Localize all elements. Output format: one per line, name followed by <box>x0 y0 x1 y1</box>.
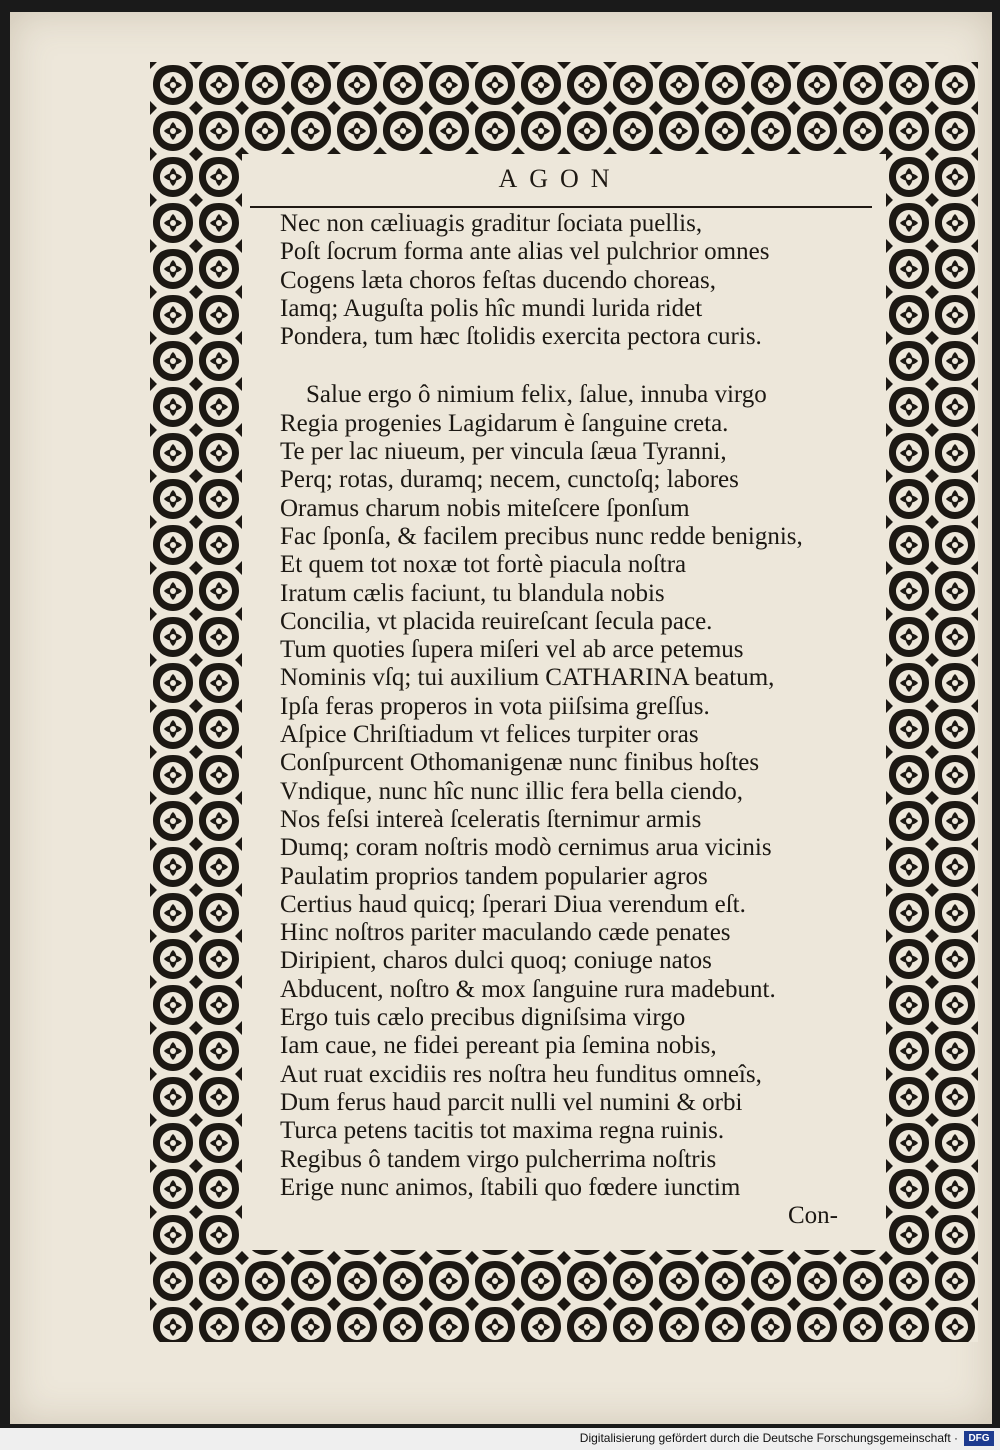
verse-line: Iamq; Auguſta polis hîc mundi lurida ridet <box>280 294 703 322</box>
verse-line: Nos feſsi intereà ſceleratis ſternimur armis <box>280 805 702 833</box>
verse-line: Et quem tot noxæ tot fortè piacula noſtra <box>280 551 687 579</box>
verse-line: Cogens læta choros feſtas ducendo choreas, <box>280 266 716 294</box>
verse-line: Certius haud quicq; ſperari Diua verendum eſt. <box>280 890 746 918</box>
verse-line: Salue ergo ô nimium felix, ſalue, innuba virgo <box>306 381 767 409</box>
verse-line: Concilia, vt placida reuireſcant ſecula pace. <box>280 607 713 635</box>
verse-line: Nominis vſq; tui auxilium CATHARINA beatum, <box>280 664 775 692</box>
verse-line: Pondera, tum hæc ſtolidis exercita pectora curis. <box>280 323 762 351</box>
verse-line: Ipſa feras properos in vota piiſsima greſſus. <box>280 692 710 720</box>
verse-line: Ergo tuis cælo precibus digniſsima virgo <box>280 1004 686 1032</box>
verse-line: Te per lac niueum, per vincula ſæua Tyranni, <box>280 438 727 466</box>
verse-line: Poſt ſocrum forma ante alias vel pulchrior omnes <box>280 238 770 266</box>
stanza-2 <box>280 381 860 1202</box>
running-header <box>250 164 870 204</box>
header-rule <box>250 206 872 208</box>
verse-line: Nec non cæliuagis graditur ſociata puellis, <box>280 210 703 237</box>
verse-line: Fac ſponſa, & facilem precibus nunc redde benignis, <box>280 522 803 550</box>
verse-line: Turca petens tacitis tot maxima regna ruinis. <box>280 1117 725 1145</box>
poem-text <box>280 210 860 1202</box>
digitization-footer <box>0 1428 1000 1450</box>
verse-line: Diripient, charos dulci quoq; coniuge natos <box>280 947 712 975</box>
verse-line: Paulatim proprios tandem popularier agros <box>280 862 708 890</box>
dfg-logo-icon: DFG <box>964 1431 994 1446</box>
verse-line: Iratum cælis faciunt, tu blandula nobis <box>280 579 665 607</box>
page-title: AGON <box>498 164 622 193</box>
verse-line: Iam caue, ne fidei pereant pia ſemina nobis, <box>280 1032 717 1060</box>
stanza-1 <box>280 210 860 351</box>
verse-line: Aſpice Chriſtiadum vt felices turpiter oras <box>280 721 699 749</box>
verse-line: Regia progenies Lagidarum è ſanguine creta. <box>280 409 729 437</box>
funding-credit: Digitalisierung gefördert durch die Deutsche Forschungsgemeinschaft · <box>579 1431 958 1445</box>
verse-line: Tum quoties ſupera miſeri vel ab arce petemus <box>280 636 744 664</box>
verse-line: Vndique, nunc hîc nunc illic fera bella ciendo, <box>280 777 744 805</box>
verse-line: Hinc noſtros pariter maculando cæde penates <box>280 919 731 947</box>
verse-line: Conſpurcent Othomanigenæ nunc finibus hoſtes <box>280 749 760 777</box>
verse-line: Regibus ô tandem virgo pulcherrima noſtris <box>280 1145 717 1173</box>
verse-line: Erige nunc animos, ſtabili quo fœdere iunctim <box>280 1173 741 1201</box>
verse-line: Abducent, noſtro & mox ſanguine rura madebunt. <box>280 975 776 1003</box>
verse-line: Perq; rotas, duramq; necem, cunctoſq; labores <box>280 466 739 494</box>
verse-line: Dum ferus haud parcit nulli vel numini & orbi <box>280 1088 743 1116</box>
catchword: Con- <box>788 1202 838 1229</box>
verse-line: Oramus charum nobis miteſcere ſponſum <box>280 494 690 522</box>
verse-line: Aut ruat excidiis res noſtra heu funditus omneîs, <box>280 1060 762 1088</box>
book-page <box>10 12 992 1424</box>
verse-line: Dumq; coram noſtris modò cernimus arua vicinis <box>280 834 772 862</box>
